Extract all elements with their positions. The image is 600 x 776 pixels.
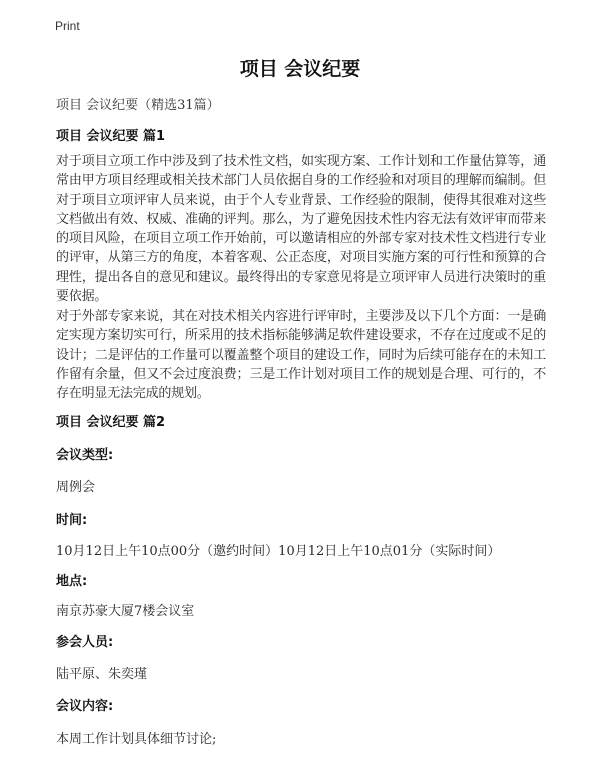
meeting-type-value: 周例会 <box>56 480 96 495</box>
time-value: 10月12日上午10点00分（邀约时间）10月12日上午10点01分（实际时间） <box>56 544 501 559</box>
meeting-content-label: 会议内容: <box>56 699 114 714</box>
document-subtitle: 项目 会议纪要（精选31篇） <box>56 98 220 113</box>
meeting-type-label: 会议类型: <box>56 448 114 463</box>
location-value: 南京苏豪大厦7楼会议室 <box>56 604 195 619</box>
attendees-label: 参会人员: <box>56 635 114 650</box>
attendees-value: 陆平原、朱奕瑾 <box>56 667 148 682</box>
section-heading-1: 项目 会议纪要 篇1 <box>56 129 166 144</box>
section1-paragraph-1: 对于项目立项工作中涉及到了技术性文档，如实现方案、工作计划和工作量估算等，通常由甲方项目经理或相关技术部门人员依据自身的工作经验和对项目的理解而编制。但对于项目立项评审人员来说，由于个人专业背景、工作经验的限制，使得其很难对这些文档做出有效、权威、准确的评判。那么，为了避免因技术性内容无法有效评审而带来的项目风险，在项目立项工作开始前，可以邀请相应的外部专家对技术性文档进行专业的评审，从第三方的角度，本着客观、公正态度，对项目实施方案的可行性和预算的合理性，提出各自的意见和建议。最终得出的专家意见将是立项评审人员进行决策时的重要依据。 <box>56 154 546 305</box>
print-link[interactable]: Print <box>55 19 80 33</box>
section1-paragraph-2: 对于外部专家来说，其在对技术相关内容进行评审时，主要涉及以下几个方面：一是确定实现方案切实可行，所采用的技术指标能够满足软件建设要求，不存在过度或不足的设计；二是评估的工作量可以覆盖整个项目的建设工作，同时为后续可能存在的未知工作留有余量，但又不会过度浪费；三是工作计划对项目工作的规划是合理、可行的，不存在明显无法完成的规划。 <box>56 309 546 402</box>
time-label: 时间: <box>56 513 88 528</box>
section-heading-2: 项目 会议纪要 篇2 <box>56 415 166 430</box>
location-label: 地点: <box>56 574 88 589</box>
meeting-content-value: 本周工作计划具体细节讨论; <box>56 732 217 747</box>
page-title: 项目 会议纪要 <box>239 58 361 80</box>
